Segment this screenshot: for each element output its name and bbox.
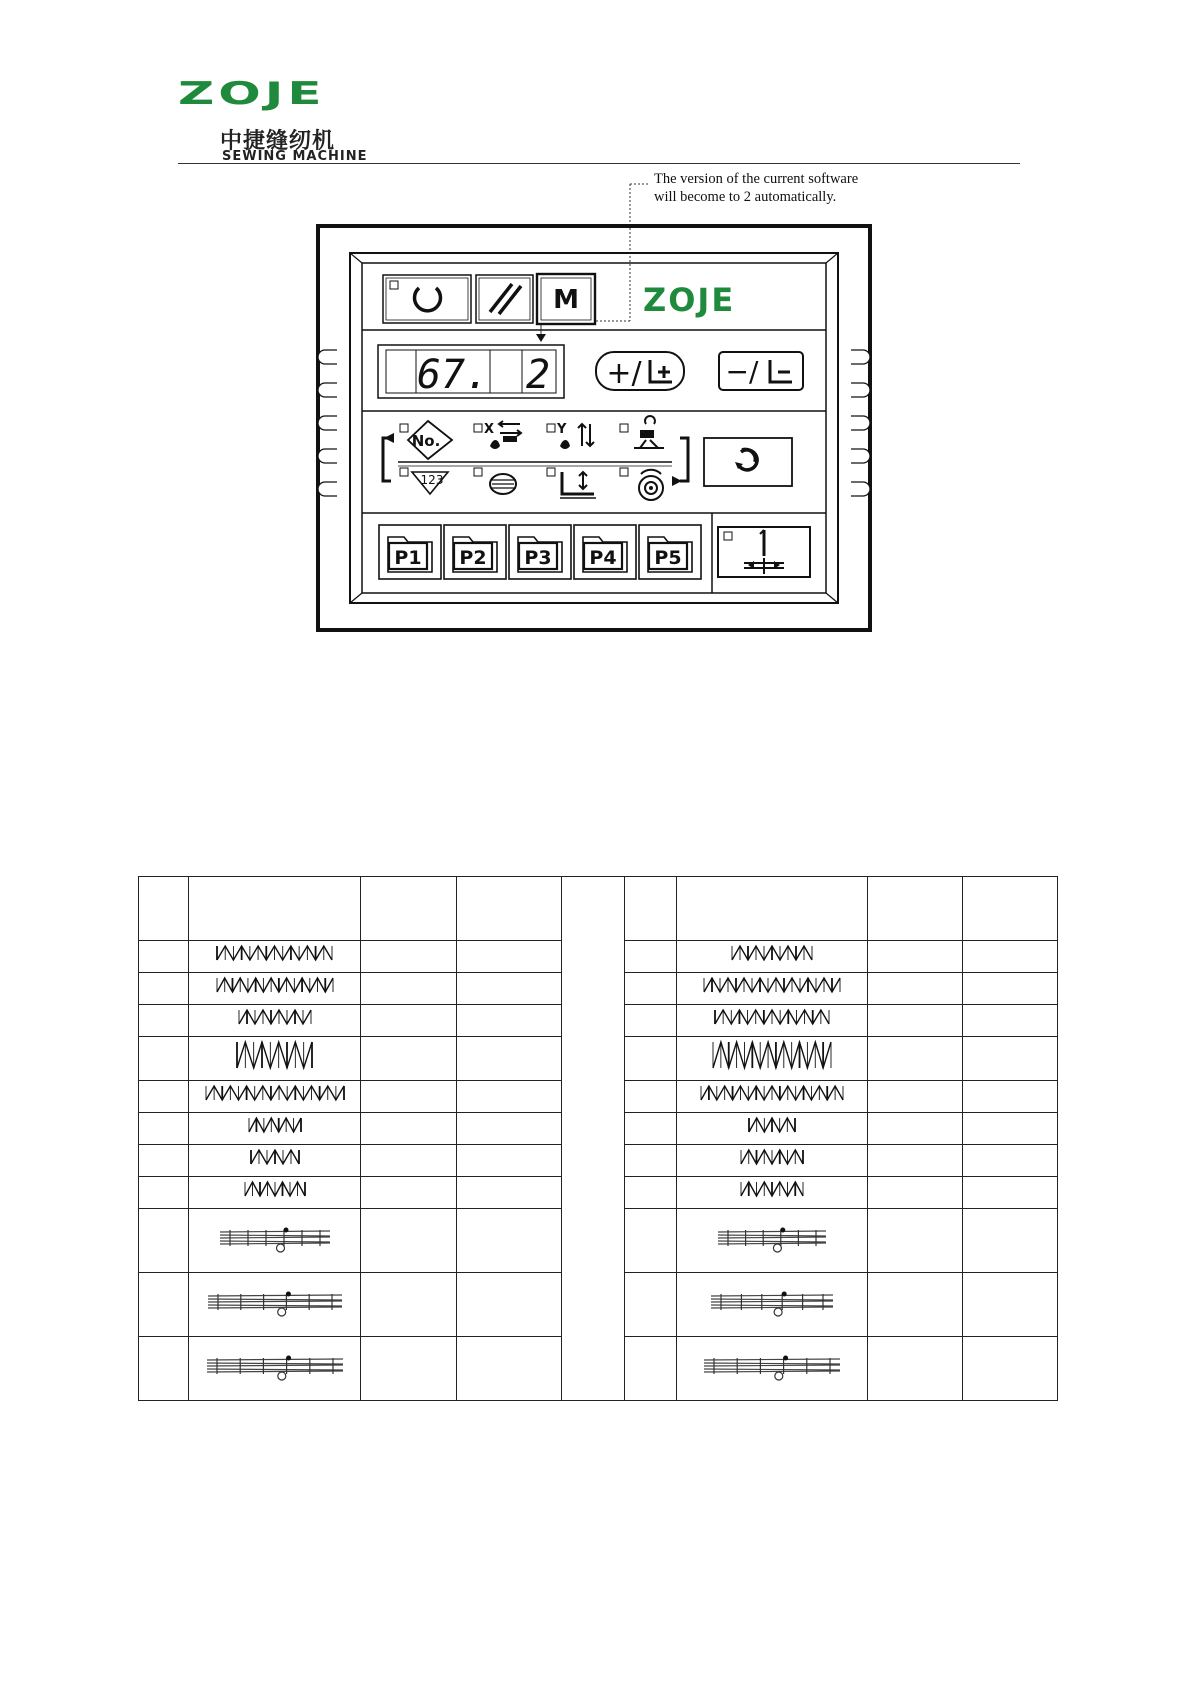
stitch-table-body [139,877,1058,1401]
table-cell [625,1005,677,1037]
table-cell [361,1177,457,1209]
table-cell [625,973,677,1005]
table-cell [868,877,963,941]
table-cell [868,1177,963,1209]
table-cell [868,1081,963,1113]
table-cell [625,1273,677,1337]
stitch-pattern-icon [204,1279,346,1325]
table-cell [625,1113,677,1145]
pattern-cell [189,1145,361,1177]
callout-line-1: The version of the current software [654,171,859,187]
preset-label: P3 [524,547,552,569]
presser-foot-icon[interactable] [634,416,664,448]
table-cell [625,1037,677,1081]
table-cell [677,877,868,941]
stitch-pattern-icon [241,1178,309,1202]
winder-icon[interactable] [639,470,663,500]
preset-label: P4 [589,547,617,569]
logo-subtitle: SEWING MACHINE [222,149,368,164]
table-cell [963,1081,1058,1113]
table-cell [963,1037,1058,1081]
stitch-pattern-icon [737,1146,807,1170]
y-scale-icon[interactable] [556,422,594,449]
table-cell [139,877,189,941]
table-cell [963,973,1058,1005]
table-cell [457,1081,562,1113]
plus-button-label: +/ [606,356,642,391]
table-cell [361,1209,457,1273]
bobbin-icon[interactable] [490,474,516,494]
pattern-cell [189,1337,361,1401]
preset-label: P5 [654,547,682,569]
table-cell [457,1145,562,1177]
clear-button[interactable] [476,275,533,323]
table-cell [963,1113,1058,1145]
table-cell [361,1273,457,1337]
pattern-cell [189,941,361,973]
table-gap-column [562,877,625,1401]
pattern-cell [189,1273,361,1337]
x-scale-icon[interactable] [484,421,521,449]
side-tabs-left [318,350,337,496]
table-cell [361,973,457,1005]
preset-button-p3[interactable] [509,525,571,579]
stitch-pattern-icon [697,1082,847,1106]
table-cell [963,1209,1058,1273]
stitch-pattern-icon [728,942,816,966]
stitch-pattern-icon [213,942,336,966]
table-cell [361,1037,457,1081]
pattern-cell [677,941,868,973]
pattern-cell [677,973,868,1005]
pattern-cell [189,1081,361,1113]
table-cell [189,877,361,941]
table-header-row [139,877,1058,941]
stitch-count-label: 123 [420,473,444,487]
table-cell [457,1113,562,1145]
pattern-cell [677,1005,868,1037]
panel-logo: ZOJE [643,281,736,319]
table-cell [361,941,457,973]
logo-wordmark: ZOJE [178,75,326,112]
table-cell [457,1005,562,1037]
table-cell [868,1145,963,1177]
table-cell [963,877,1058,941]
preset-label: P1 [394,547,422,569]
stitch-pattern-table [138,876,1058,1401]
stitch-pattern-icon [700,974,844,998]
pattern-cell [189,973,361,1005]
table-cell [963,1177,1058,1209]
stitch-pattern-icon [245,1114,305,1138]
pattern-cell [677,1273,868,1337]
minus-button-label: −/ [725,355,759,388]
table-cell [457,877,562,941]
stitch-pattern-icon [711,1006,833,1030]
table-cell [868,973,963,1005]
preset-label: P2 [459,547,487,569]
preset-button-p4[interactable] [574,525,636,579]
needle-position-button[interactable] [718,527,810,577]
reset-button[interactable] [383,275,471,323]
stitch-pattern-icon [707,1279,837,1325]
stitch-pattern-icon [700,1343,844,1389]
table-cell [868,1337,963,1401]
table-cell [139,1037,189,1081]
table-cell [361,877,457,941]
table-cell [868,1273,963,1337]
stitch-pattern-icon [235,1006,315,1030]
table-cell [361,1081,457,1113]
table-cell [963,1005,1058,1037]
pattern-cell [189,1177,361,1209]
pattern-cell [677,1113,868,1145]
table-cell [625,1145,677,1177]
table-cell [457,1037,562,1081]
logo-chinese-name: 中捷缝纫机 [220,129,336,154]
table-cell [457,1273,562,1337]
pattern-cell [189,1209,361,1273]
thread-trim-icon[interactable] [560,472,596,498]
table-cell [963,941,1058,973]
preset-button-p5[interactable] [639,525,701,579]
table-cell [625,1177,677,1209]
table-cell [625,877,677,941]
pattern-cell [189,1005,361,1037]
table-cell [139,1081,189,1113]
table-cell [139,1177,189,1209]
segment-display [378,345,564,398]
table-cell [457,1177,562,1209]
display-value-left: 67. [416,352,490,398]
mode-button[interactable] [537,274,595,324]
stitch-pattern-icon [216,1215,334,1261]
table-cell [457,973,562,1005]
table-cell [625,1209,677,1273]
x-scale-label: X [484,422,495,437]
stitch-pattern-icon [709,1038,835,1074]
preset-button-p2[interactable] [444,525,506,579]
pattern-cell [189,1037,361,1081]
pattern-number-label: No. [411,432,441,450]
table-cell [868,1209,963,1273]
table-cell [868,941,963,973]
table-cell [139,1005,189,1037]
side-tabs-right [851,350,870,496]
display-value-right: 2 [525,352,551,398]
pattern-cell [677,1209,868,1273]
pattern-cell [677,1145,868,1177]
callout-line-2: will become to 2 automatically. [654,189,837,205]
stitch-count-icon[interactable] [412,472,448,494]
table-cell [963,1145,1058,1177]
stitch-pattern-icon [213,974,337,998]
plus-button[interactable] [596,352,684,391]
pattern-cell [677,1081,868,1113]
cycle-switch-button[interactable] [704,438,792,486]
stitch-pattern-icon [247,1146,303,1170]
table-cell [625,941,677,973]
stitch-pattern-icon [745,1114,799,1138]
pattern-cell [677,1177,868,1209]
stitch-pattern-icon [203,1343,347,1389]
table-cell [868,1005,963,1037]
table-cell [963,1337,1058,1401]
stitch-pattern-icon [737,1178,807,1202]
pattern-cell [677,1337,868,1401]
table-cell [625,1337,677,1401]
stitch-pattern-icon [233,1038,316,1074]
table-cell [361,1113,457,1145]
mode-button-label: M [553,285,579,315]
table-cell [139,1113,189,1145]
table-cell [361,1005,457,1037]
pattern-number-icon[interactable] [408,421,452,459]
table-cell [625,1081,677,1113]
table-cell [139,1337,189,1401]
table-cell [963,1273,1058,1337]
table-cell [868,1037,963,1081]
table-cell [139,941,189,973]
minus-button[interactable] [719,352,803,390]
preset-button-p1[interactable] [379,525,441,579]
operation-panel-diagram [0,0,1190,680]
stitch-pattern-icon [714,1215,830,1261]
y-scale-label: Y [557,422,567,437]
table-cell [139,1209,189,1273]
table-cell [139,1145,189,1177]
table-cell [868,1113,963,1145]
stitch-pattern-icon [202,1082,348,1106]
table-cell [361,1337,457,1401]
table-cell [457,1337,562,1401]
pattern-cell [677,1037,868,1081]
table-cell [457,941,562,973]
table-cell [139,973,189,1005]
table-cell [457,1209,562,1273]
table-cell [139,1273,189,1337]
table-cell [361,1145,457,1177]
pattern-cell [189,1113,361,1145]
